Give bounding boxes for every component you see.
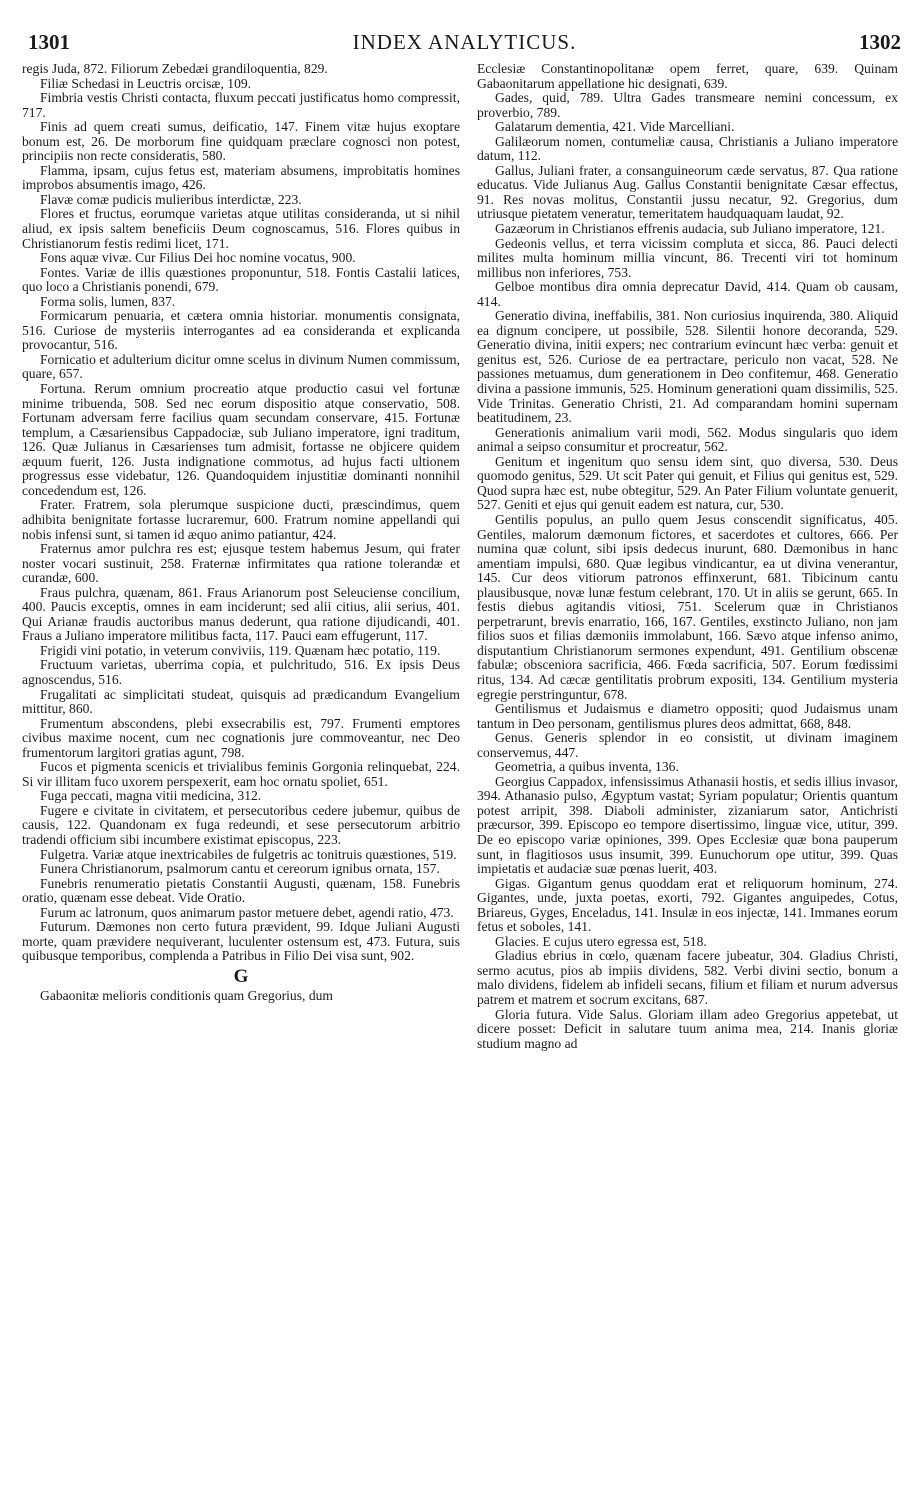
index-entry: Gades, quid, 789. Ultra Gades transmeare nemini concessum, ex proverbio, 789.	[477, 90, 898, 120]
index-entry: Gentilis populus, an pullo quem Jesus conscendit significatus, 405. Gentiles, malorum dæmonum fictores, et sacerdotes et cultores, 666. Per numina quæ colunt, sibi ipsis dedecus inurunt, 680. Dæmonibus in hanc amentiam impulsi, 680. Quæ legibus vindicantur, ea ut divina venerantur, 145. Cur deos vitiorum patronos effinxerunt, 681. Tibicinum cantu plausibusque, novæ lunæ festum celebrant, 170. Ut in aliis se gerunt, 665. In festis diebus agitandis vitiosi, 751. Scelerum quæ in Christianos perpetrarunt, brevis enarratio, 166, 167. Gentiles, exstincto Juliano, non jam filios suos et filias dæmoniis immolabunt, 166. Sævo atque infenso animo, disputantium Christianorum sermones expendunt, 491. Gentilium obscenæ fabulæ; obsceniora sacrificia, 466. Fœda sacrificia, 507. Eorum fœdissimi ritus, 134. Ad cæcæ gentilitatis probrum expositi, 134. Gentilium mysteria egregie perstringuntur, 678.	[477, 511, 898, 702]
index-entry: Frater. Fratrem, sola plerumque suspicione ducti, præscindimus, quem adhibita benignitate fortasse lucraremur, 600. Fratrum nomine appellandi qui nobis infensi sunt, si tamen id æquo animo patiantur, 424.	[22, 497, 460, 542]
index-entry: Gazæorum in Christianos effrenis audacia, sub Juliano imperatore, 121.	[495, 221, 885, 237]
index-entry: regis Juda, 872. Filiorum Zebedæi grandiloquentia, 829.	[22, 62, 328, 76]
index-entry: Gigas. Gigantum genus quoddam erat et reliquorum hominum, 274. Gigantes, unde, juxta poetas, exorti, 792. Gigantes anguipedes, Cotus, Briareus, Gyges, Enceladus, 141. Insulæ in eos injectæ, 141. Immanes eorum fetus et soboles, 141.	[477, 875, 898, 935]
index-entry: Gentilismus et Judaismus e diametro oppositi; quod Judaismus unam tantum in Deo personam, gentilismus plures deos admittat, 668, 848.	[477, 701, 898, 731]
right-column	[477, 62, 898, 1492]
index-entry: Gedeonis vellus, et terra vicissim compluta et sicca, 86. Pauci delecti milites multa hominum millia vincunt, 86. Trecenti viri tot hominum millibus non inferiores, 753.	[477, 235, 898, 280]
index-entry: Genitum et ingenitum quo sensu idem sint, quo diversa, 530. Deus quomodo genitus, 529. Ut scit Pater qui genuit, et Filius qui genitus est, 529. Quod supra hæc est, nube obtegitur, 529. An Pater Filium voluntate genuerit, 527. Geniti et ejus qui genuit eadem est natura, cur, 530.	[477, 453, 898, 513]
page-number-right: 1302	[859, 30, 901, 54]
index-entry: Funebris renumeratio pietatis Constantii Augusti, quænam, 158. Funebris oratio, quænam esse debeat. Vide Oratio.	[22, 875, 460, 906]
index-entry: Funera Christianorum, psalmorum cantu et cereorum ignibus ornata, 157.	[40, 861, 440, 877]
index-entry: Fraternus amor pulchra res est; ejusque testem habemus Jesum, qui frater noster vocari sustinuit, 258. Fraternæ infirmitates qua ratione tolerandæ et curandæ, 600.	[22, 541, 460, 586]
index-entry: Frumentum abscondens, plebi exsecrabilis est, 797. Frumenti emptores civibus maxime nocent, cum nec cognationis jure commoveantur, nec Deo frumentorum largitori gratias agunt, 798.	[22, 715, 460, 760]
index-entry: Galilæorum nomen, contumeliæ causa, Christianis a Juliano imperatore datum, 112.	[477, 133, 898, 164]
running-title: INDEX ANALYTICUS.	[352, 30, 577, 54]
page-number-left: 1301	[28, 30, 70, 54]
index-entry: Gallus, Juliani frater, a consanguineorum cæde servatus, 87. Qua ratione educatus. Vide Julianus Aug. Gallus Constantii benignitate Cæsar effectus, 91. Res novas molitus, Constantii jussu necatur, 92. Gregorius, dum utriusque pietatem veneratur, temeritatem haudquaquam laudat, 92.	[477, 162, 898, 222]
index-entry: Gloria futura. Vide Salus. Gloriam illam adeo Gregorius appetebat, ut dicere posset: Deficit in salutare tuum anima mea, 214. Inanis gloriæ studium magno ad	[477, 1006, 898, 1051]
index-entry: Fontes. Variæ de illis quæstiones proponuntur, 518. Fontis Castalii latices, quo loco a Christianis ponendi, 679.	[22, 264, 460, 295]
left-column	[22, 62, 460, 1492]
index-entry: Frigidi vini potatio, in veterum conviviis, 119. Quænam hæc potatio, 119.	[40, 642, 441, 658]
index-entry: Ecclesiæ Constantinopolitanæ opem ferret, quare, 639. Quinam Gabaonitarum appellatione hic designati, 639.	[477, 62, 898, 91]
index-entry: Generationis animalium varii modi, 562. Modus singularis quo idem animal a seipso consumitur et procreatur, 562.	[477, 424, 898, 455]
index-entry: Gladius ebrius in cœlo, quænam facere jubeatur, 304. Gladius Christi, sermo acutus, pios ab impiis dividens, 582. Verbi divini sectio, bonum a malo dividens, fidelem ab infideli secans, filium et filiam et nurum adversus patrem et matrem et socrum excitans, 687.	[477, 948, 898, 1007]
index-entry: Fugere e civitate in civitatem, et persecutoribus cedere jubemur, quibus de causis, 122. Quandonam ex fuga redeundi, et sese persecutorum arbitrio tradendi officium sibi incumbere existimat episcopus, 223.	[22, 802, 460, 847]
index-entry: Forma solis, lumen, 837.	[40, 293, 176, 309]
index-entry: Furum ac latronum, quos animarum pastor metuere debet, agendi ratio, 473.	[40, 904, 454, 920]
index-entry: Frugalitati ac simplicitati studeat, quisquis ad prædicandum Evangelium mittitur, 860.	[22, 686, 460, 717]
index-entry: Genus. Generis splendor in eo consistit, ut divinam imaginem conservemus, 447.	[477, 730, 898, 760]
index-entry: Fornicatio et adulterium dicitur omne scelus in divinum Numen commissum, quare, 657.	[22, 351, 460, 382]
index-entry: Georgius Cappadox, infensissimus Athanasii hostis, et sedis illius invasor, 394. Athanasio pulso, Ægyptum vastat; Syriam populatur; Orientis quantum potest arripit, 398. Diaboli administer, zizaniarum sator, Antichristi præcursor, 399. Episcopo eo tempore disertissimo, linguæ vice, utitur, 399. De eo episcopo variæ opiniones, 399. Opes Ecclesiæ quæ bona pauperum sunt, in flagitiosos usus insumit, 399. Eunuchorum ope utitur, 399. Quas impietatis et audaciæ suæ pœnas luerit, 403.	[477, 773, 898, 877]
index-entry: Flamma, ipsam, cujus fetus est, materiam absumens, improbitatis homines improbos absumentis imago, 426.	[22, 162, 460, 193]
index-entry: Finis ad quem creati sumus, deificatio, 147. Finem vitæ hujus exoptare bonum est, 26. De morborum fine quidquam præclare cognosci non potest, principiis non recte consideratis, 580.	[22, 119, 460, 164]
index-entry: Flavæ comæ pudicis mulieribus interdictæ, 223.	[40, 191, 302, 207]
index-entry: Filiæ Schedasi in Leuctris orcisæ, 109.	[40, 75, 252, 91]
index-entry: Galatarum dementia, 421. Vide Marcelliani.	[495, 119, 735, 135]
index-entry: Formicarum penuaria, et cætera omnia historiar. monumentis consignata, 516. Curiose de mysteriis interrogantes ad ea consideranda et explicanda provocantur, 516.	[22, 308, 460, 353]
section-letter-heading: G	[233, 965, 249, 987]
index-entry: Fraus pulchra, quænam, 861. Fraus Arianorum post Seleuciense concilium, 400. Paucis exceptis, omnes in eam inciderunt; sed alii citius, alii serius, 401. Qui Arianæ fraudis auctoribus manus dederunt, qua ratione dijudicandi, 401. Fraus a Juliano imperatore militibus facta, 117. Pauci eam effugerunt, 117.	[22, 584, 460, 644]
index-entry: Gabaonitæ melioris conditionis quam Gregorius, dum	[40, 988, 333, 1004]
index-entry: Fuga peccati, magna vitii medicina, 312.	[40, 788, 262, 804]
index-entry: Gelboe montibus dira omnia deprecatur David, 414. Quam ob causam, 414.	[477, 279, 898, 309]
index-entry: Fortuna. Rerum omnium procreatio atque productio casui vel fortunæ minime tribuenda, 508. Sed nec eorum dispositio atque conservatio, 508. Fortunam adversam ferre facilius quam secundam conservare, 415. Fortunæ templum, a Cæsariensibus Cappadociæ, sub Juliano imperatore, igni traditum, 126. Quæ Julianus in Cæsarienses tum admisit, fortasse ne objicere quidem æquum fuerit, 126. Justa indignatione commotus, ad hujus facti ultionem progressus esse videbatur, 126. Quandoquidem injustitiæ dominanti nonnihil concedendum est, 126.	[22, 381, 460, 498]
index-entry: Fulgetra. Variæ atque inextricabiles de fulgetris ac tonitruis quæstiones, 519.	[40, 846, 457, 862]
index-entry: Fucos et pigmenta scenicis et trivialibus feminis Gorgonia relinquebat, 224. Si vir illitam fuco uxorem perspexerit, eam hoc ornatu spoliet, 651.	[22, 759, 460, 789]
page-header	[28, 30, 901, 60]
index-entry: Glacies. E cujus utero egressa est, 518.	[495, 933, 707, 949]
index-entry: Fimbria vestis Christi contacta, fluxum peccati justificatus homo compressit, 717.	[22, 90, 460, 120]
index-entry: Fons aquæ vivæ. Cur Filius Dei hoc nomine vocatus, 900.	[40, 250, 356, 266]
index-entry: Fructuum varietas, uberrima copia, et pulchritudo, 516. Ex ipsis Deus agnoscendus, 516.	[22, 657, 460, 687]
index-entry: Flores et fructus, eorumque varietas atque utilitas considerandа, ut si nihil aliud, ex ipsis saltem beneficiis Deum cognoscamus, 516. Flores quibus in Christianorum festis redimi licet, 171.	[22, 206, 460, 251]
index-entry: Geometria, a quibus inventa, 136.	[495, 759, 679, 775]
index-entry: Generatio divina, ineffabilis, 381. Non curiosius inquirenda, 380. Aliquid ea dignum concipere, ut possibile, 528. Silentii honore decoranda, 529. Generatio divina, initii expers; nec contrarium evincunt hæc verba: genuit et genitus est, 526. Curiose de ea pertractare, periculo non vacat, 528. Ne passiones metuamus, dum generationem in Deo confitemur, 468. Generatio divina a passione immunis, 525. Hominum generationi quam dissimilis, 525. Vide Trinitas. Generatio Christi, 21. Ad comparandam homini supernam beatitudinem, 23.	[477, 308, 898, 426]
index-entry: Futurum. Dæmones non certo futura prævident, 99. Idque Juliani Augusti morte, quam prævidere nequiverant, luculenter ostensum est, 473. Futura, suis quibusque temporibus, complenda a Patribus in Filio Dei visa sunt, 902.	[22, 919, 460, 964]
